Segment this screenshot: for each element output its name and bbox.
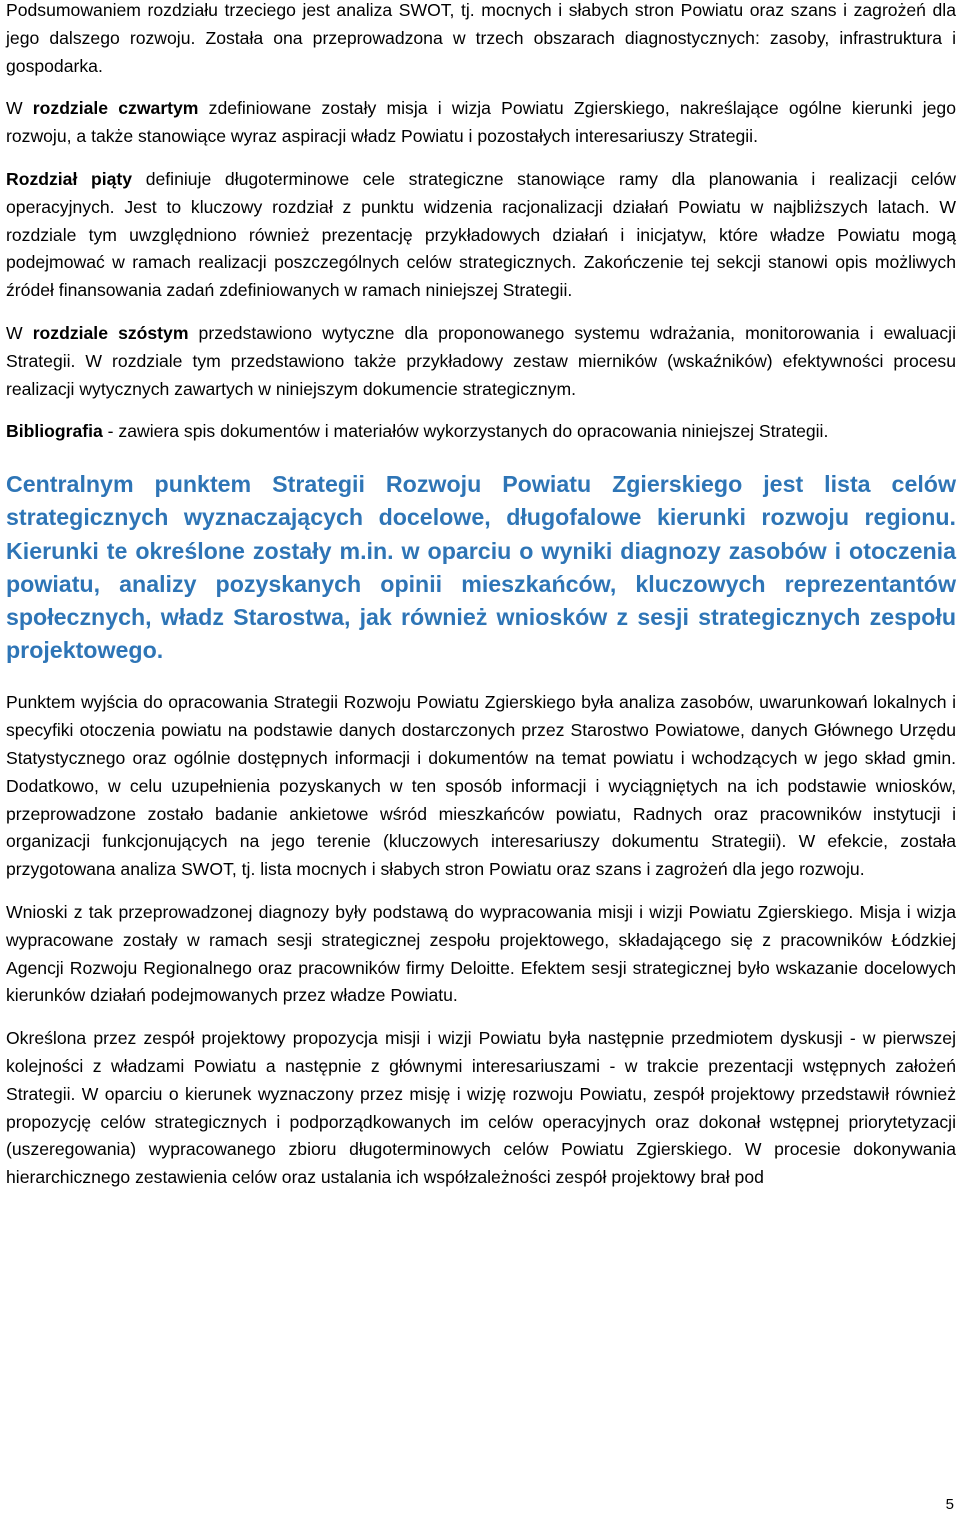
highlight-paragraph: Centralnym punktem Strategii Rozwoju Powiatu Zgierskiego jest lista celów strategicznych wyznaczających docelowe, długofalowe kierunki rozwoju regionu. Kierunki te określone zostały m.in. w oparciu o wyniki diagnozy zasobów i otoczenia powiatu, analizy pozyskanych opinii mieszkańców, kluczowych reprezentantów społecznych, władz Starostwa, jak również wniosków z sesji strategicznych zespołu projektowego. — [6, 471, 956, 664]
chapter-five-text: definiuje długoterminowe cele strategiczne stanowiące ramy dla planowania i realizacji celów operacyjnych. Jest to kluczowy rozdział z punktu widzenia racjonalizacji działań Powiatu w najbliższych latach. W rozdziale tym uwzględniono również prezentację przykładowych działań i inicjatyw, które władze Powiatu mogą podejmować w ramach realizacji poszczególnych celów strategicznych. Zakończenie tej sekcji stanowi opis możliwych źródeł finansowania zadań zdefiniowanych w ramach niniejszej Strategii. — [6, 168, 957, 301]
bibliography-text: - zawiera spis dokumentów i materiałów wykorzystanych do opracowania niniejszej Strategii. — [102, 421, 829, 442]
bibliography-bold: Bibliografia — [6, 421, 103, 442]
paragraph-swot-summary: Podsumowaniem rozdziału trzeciego jest analiza SWOT, tj. mocnych i słabych stron Powiatu oraz szans i zagrożeń dla jego dalszego rozwoju. Została ona przeprowadzona w trzech obszarach diagnostycznych: zasoby, infrastruktura i gospodarka. — [6, 0, 956, 76]
paragraph-bibliography — [6, 418, 956, 446]
chapter-six-bold: rozdziale szóstym — [32, 322, 189, 343]
paragraph-chapter-four — [6, 95, 956, 151]
paragraph-mission-proposal: Określona przez zespół projektowy propozycja misji i wizji Powiatu była następnie przedmiotem dyskusji - w pierwszej kolejności z władzami Powiatu a następnie z głównymi interesariuszami - w trakcie prezentacji wstępnych założeń Strategii. W oparciu o kierunek wyznaczony przez misję i wizję rozwoju Powiatu, zespół projektowy przedstawił również propozycję celów strategicznych i podporządkowanych im celów operacyjnych oraz dokonał wstępnej priorytetyzacji (uszeregowania) wypracowanego zbioru długoterminowych celów Powiatu Zgierskiego. W procesie dokonywania hierarchicznego zestawienia celów oraz ustalania ich współzależności zespół projektowy brał pod — [6, 1028, 956, 1188]
chapter-four-prefix: W — [6, 98, 33, 119]
chapter-five-bold: Rozdział piąty — [6, 168, 133, 189]
chapter-four-text: zdefiniowane zostały misja i wizja Powiatu Zgierskiego, nakreślające ogólne kierunki jego rozwoju, a także stanowiące wyraz aspiracji władz Powiatu i pozostałych interesariuszy Strategii. — [6, 98, 956, 147]
chapter-six-text: przedstawiono wytyczne dla proponowanego systemu wdrażania, monitorowania i ewaluacji Strategii. W rozdziale tym przedstawiono także przykładowy zestaw mierników (wskaźników) efektywności procesu realizacji wytycznych zawartych w niniejszym dokumencie strategicznym. — [6, 322, 956, 399]
paragraph-starting-point: Punktem wyjścia do opracowania Strategii Rozwoju Powiatu Zgierskiego była analiza zasobów, uwarunkowań lokalnych i specyfiki otoczenia powiatu na podstawie danych dostarczonych przez Starostwo Powiatowe, danych Głównego Urzędu Statystycznego oraz ogólnie dostępnych informacji i dokumentów na temat powiatu i wchodzących w jego skład gmin. Dodatkowo, w celu uzupełnienia pozyskanych w ten sposób informacji i wyciągniętych na ich podstawie wniosków, przeprowadzone zostało badanie ankietowe wśród mieszkańców powiatu, Radnych oraz pracowników instytucji i organizacji funkcjonujących na jego terenie (kluczowych interesariuszy dokumentu Strategii). W efekcie, została przygotowana analiza SWOT, tj. lista mocnych i słabych stron Powiatu oraz szans i zagrożeń dla jego rozwoju. — [6, 692, 956, 880]
paragraph-chapter-five — [6, 166, 956, 305]
chapter-four-bold: rozdziale czwartym — [32, 98, 199, 119]
page-number: 5 — [945, 1496, 954, 1513]
paragraph-chapter-six — [6, 320, 956, 403]
document-page — [6, 0, 956, 1192]
paragraph-diagnosis-conclusions: Wnioski z tak przeprowadzonej diagnozy były podstawą do wypracowania misji i wizji Powiatu Zgierskiego. Misja i wizja wypracowane zostały w ramach sesji strategicznej zespołu projektowego, składającego się z pracowników Łódzkiej Agencji Rozwoju Regionalnego oraz pracowników firmy Deloitte. Efektem sesji strategicznej było wskazanie docelowych kierunków działań podejmowanych przez władze Powiatu. — [6, 901, 956, 1006]
chapter-six-prefix: W — [6, 322, 33, 343]
